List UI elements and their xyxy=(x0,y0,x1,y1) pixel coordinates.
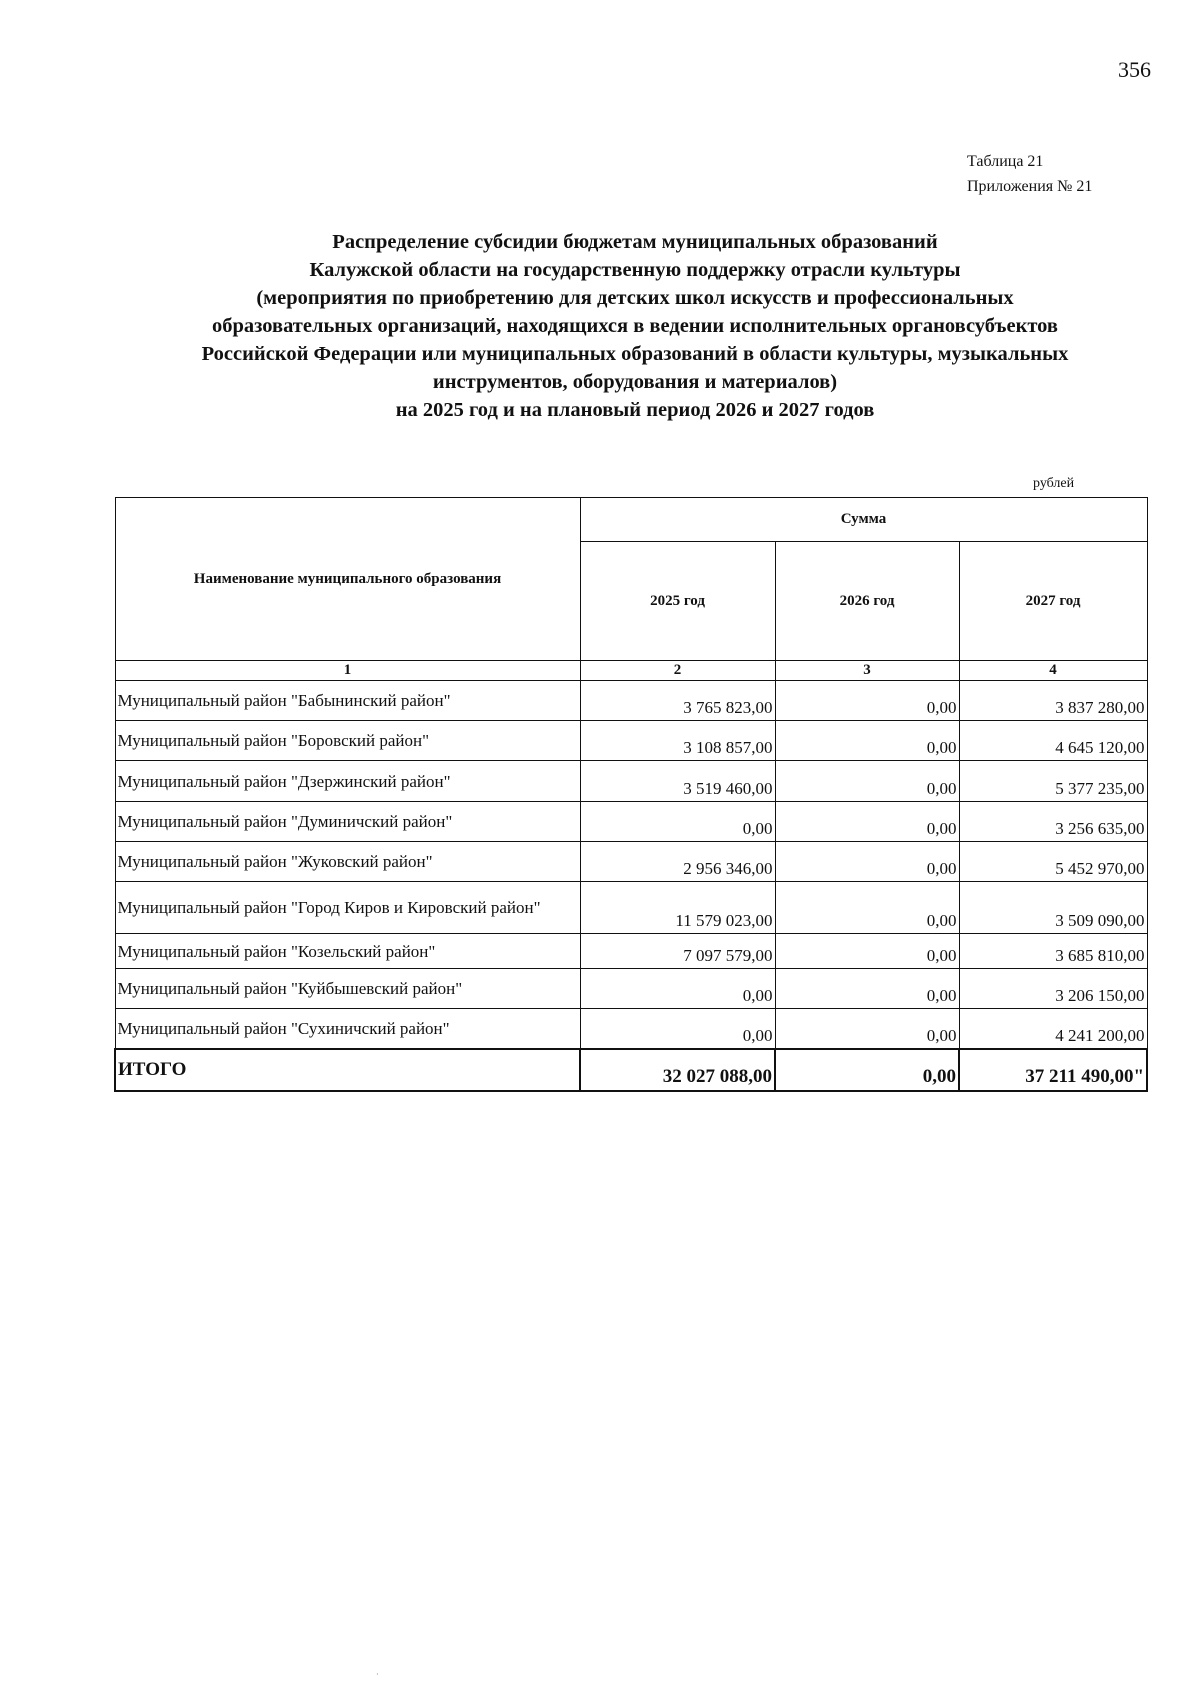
table-row xyxy=(115,882,1147,934)
amount-2027: 3 509 090,00 xyxy=(959,882,1147,934)
title-line: образовательных организаций, находящихся в ведении исполнительных органовсубъектов xyxy=(211,315,1058,337)
amount-2026: 0,00 xyxy=(775,761,959,802)
amount-2027: 5 377 235,00 xyxy=(959,761,1147,802)
table-row xyxy=(115,802,1147,842)
municipality-name: Муниципальный район "Дзержинский район" xyxy=(115,761,580,802)
table-reference xyxy=(967,149,1092,199)
municipality-name: Муниципальный район "Боровский район" xyxy=(115,721,580,761)
amount-2026: 0,00 xyxy=(775,934,959,969)
column-number: 1 xyxy=(115,661,580,681)
table-row xyxy=(115,721,1147,761)
title-line: (мероприятия по приобретению для детских школ искусств и профессиональных xyxy=(256,287,1014,309)
table-row xyxy=(115,969,1147,1009)
municipality-name: Муниципальный район "Куйбышевский район" xyxy=(115,969,580,1009)
header-municipality-name: Наименование муниципального образования xyxy=(115,498,580,661)
table-row xyxy=(115,1009,1147,1049)
amount-2027: 3 256 635,00 xyxy=(959,802,1147,842)
amount-2025: 3 108 857,00 xyxy=(580,721,775,761)
amount-2025: 0,00 xyxy=(580,969,775,1009)
amount-2025: 2 956 346,00 xyxy=(580,842,775,882)
amount-2026: 0,00 xyxy=(775,969,959,1009)
municipality-name: Муниципальный район "Думиничский район" xyxy=(115,802,580,842)
document-title xyxy=(120,228,1150,424)
amount-2025: 7 097 579,00 xyxy=(580,934,775,969)
header-year-2026: 2026 год xyxy=(775,542,959,661)
total-row xyxy=(115,1049,1147,1091)
total-2025: 32 027 088,00 xyxy=(580,1049,775,1091)
header-year-2025: 2025 год xyxy=(580,542,775,661)
title-line: Российской Федерации или муниципальных образований в области культуры, музыкальных xyxy=(201,343,1069,365)
annex-reference-line: Приложения № 21 xyxy=(967,178,1093,195)
total-2027: 37 211 490,00" xyxy=(959,1049,1147,1091)
amount-2025: 3 765 823,00 xyxy=(580,681,775,721)
total-label: ИТОГО xyxy=(115,1049,580,1091)
municipality-name: Муниципальный район "Козельский район" xyxy=(115,934,580,969)
table-row xyxy=(115,934,1147,969)
page-number: 356 xyxy=(1118,57,1151,82)
title-line: Калужской области на государственную поддержку отрасли культуры xyxy=(309,259,961,281)
amount-2026: 0,00 xyxy=(775,882,959,934)
scan-mark: · xyxy=(376,1670,379,1679)
amount-2027: 4 241 200,00 xyxy=(959,1009,1147,1049)
column-number: 4 xyxy=(959,661,1147,681)
amount-2026: 0,00 xyxy=(775,802,959,842)
amount-2027: 3 206 150,00 xyxy=(959,969,1147,1009)
column-number: 2 xyxy=(580,661,775,681)
amount-2027: 4 645 120,00 xyxy=(959,721,1147,761)
table-row xyxy=(115,761,1147,802)
municipality-name: Муниципальный район "Город Киров и Кировский район" xyxy=(115,882,580,934)
municipality-name: Муниципальный район "Сухиничский район" xyxy=(115,1009,580,1049)
header-year-2027: 2027 год xyxy=(959,542,1147,661)
amount-2025: 0,00 xyxy=(580,802,775,842)
subsidy-table xyxy=(114,497,1148,1092)
amount-2025: 11 579 023,00 xyxy=(580,882,775,934)
municipality-name: Муниципальный район "Бабынинский район" xyxy=(115,681,580,721)
amount-2025: 3 519 460,00 xyxy=(580,761,775,802)
amount-2026: 0,00 xyxy=(775,681,959,721)
header-sum: Сумма xyxy=(580,498,1147,542)
amount-2026: 0,00 xyxy=(775,721,959,761)
amount-2027: 3 685 810,00 xyxy=(959,934,1147,969)
municipality-name: Муниципальный район "Жуковский район" xyxy=(115,842,580,882)
title-line: Распределение субсидии бюджетам муниципальных образований xyxy=(332,231,938,253)
amount-2027: 5 452 970,00 xyxy=(959,842,1147,882)
amount-2025: 0,00 xyxy=(580,1009,775,1049)
title-line: инструментов, оборудования и материалов) xyxy=(432,371,838,393)
column-number: 3 xyxy=(775,661,959,681)
total-2026: 0,00 xyxy=(775,1049,959,1091)
amount-2026: 0,00 xyxy=(775,1009,959,1049)
units-label: рублей xyxy=(1033,476,1075,491)
title-line: на 2025 год и на плановый период 2026 и 2027 годов xyxy=(395,399,875,421)
table-reference-line: Таблица 21 xyxy=(967,153,1044,170)
table-row xyxy=(115,842,1147,882)
table-row xyxy=(115,681,1147,721)
amount-2026: 0,00 xyxy=(775,842,959,882)
amount-2027: 3 837 280,00 xyxy=(959,681,1147,721)
